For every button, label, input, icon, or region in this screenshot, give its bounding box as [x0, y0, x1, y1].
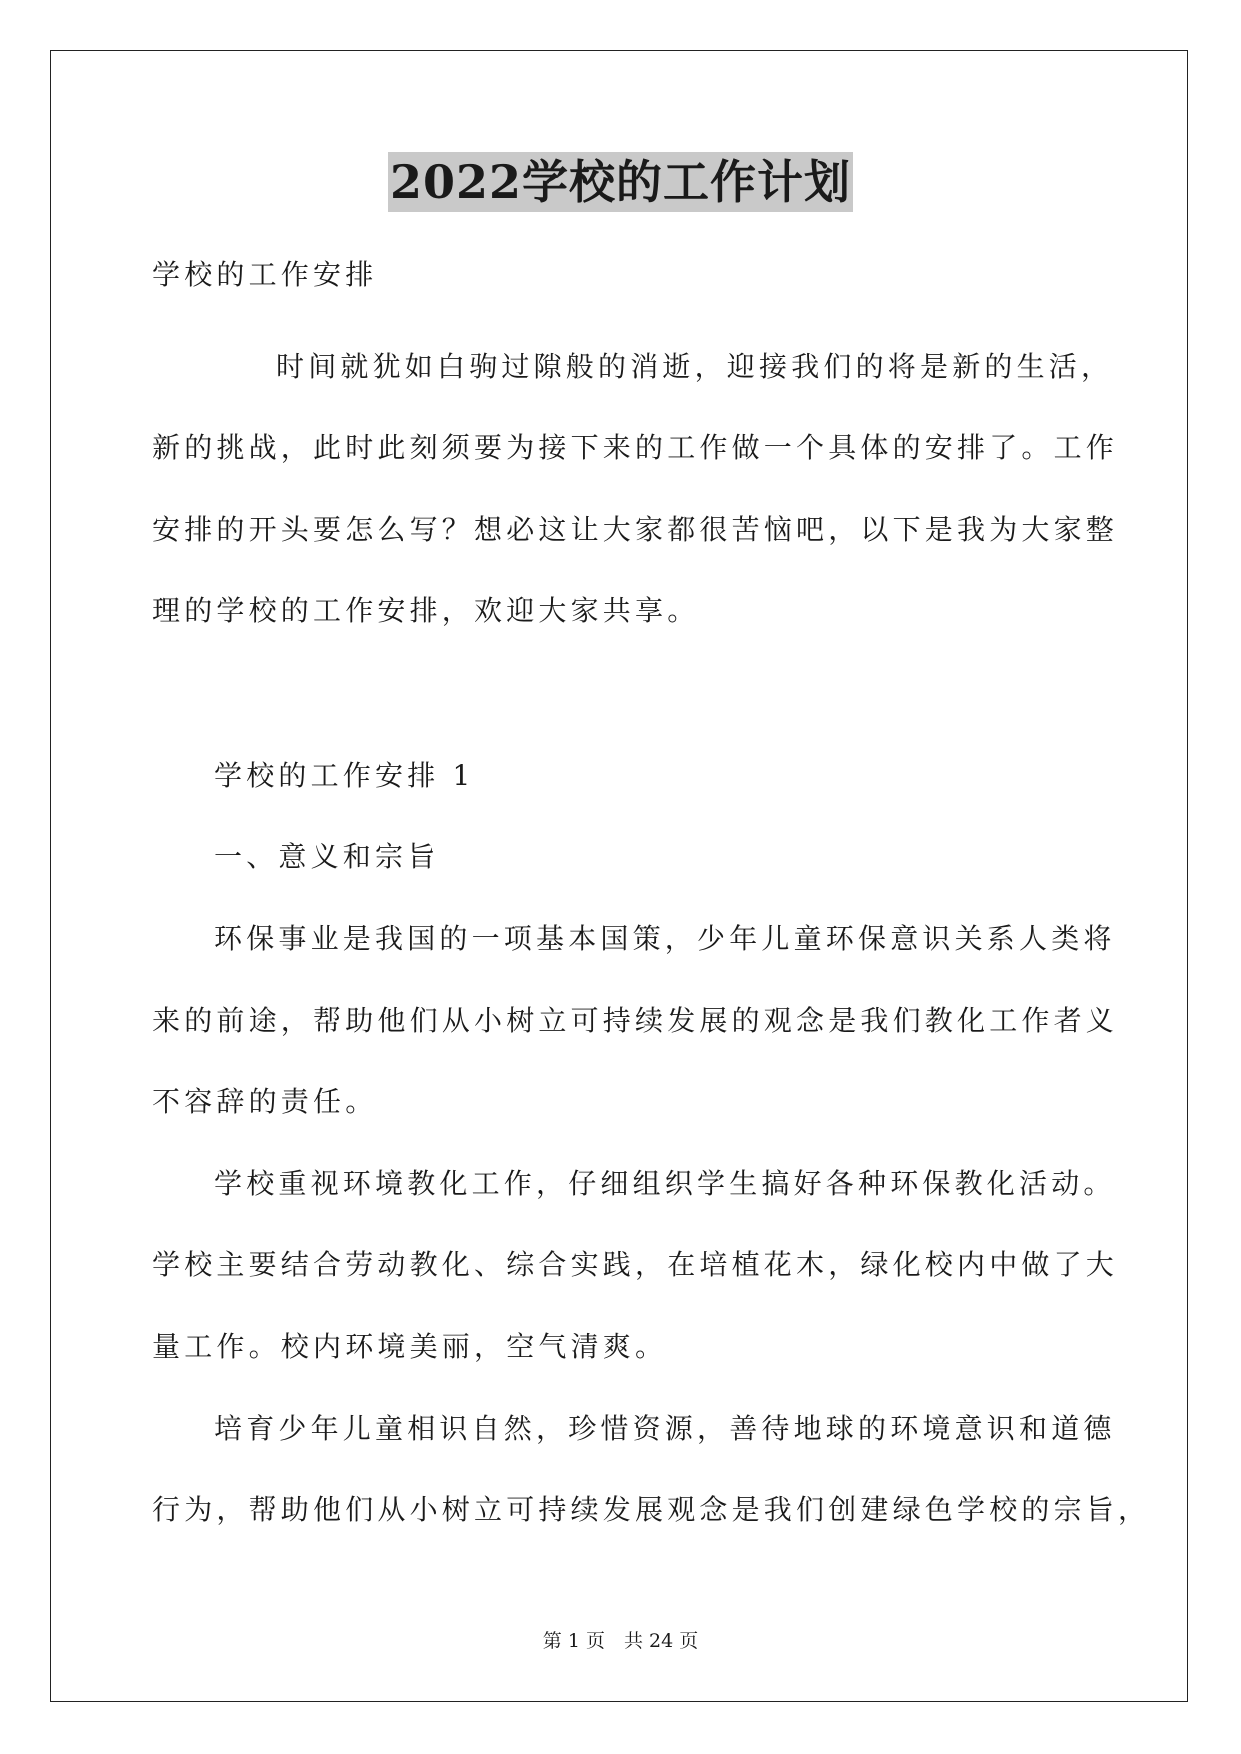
paragraph-line: 理的学校的工作安排，欢迎大家共享。	[152, 594, 700, 627]
paragraph-line: 安排的开头要怎么写？想必这让大家都很苦恼吧，以下是我为大家整	[152, 513, 1119, 546]
paragraph-line: 学校主要结合劳动教化、综合实践，在培植花木，绿化校内中做了大	[152, 1248, 1119, 1281]
subsection-heading: 一、意义和宗旨	[214, 840, 440, 873]
title-container	[0, 152, 1241, 212]
paragraph-line: 培育少年儿童相识自然，珍惜资源，善待地球的环境意识和道德	[214, 1412, 1116, 1445]
paragraph-line: 来的前途，帮助他们从小树立可持续发展的观念是我们教化工作者义	[152, 1004, 1119, 1037]
document-title: 2022学校的工作计划	[388, 152, 853, 212]
paragraph-line: 时间就犹如白驹过隙般的消逝，迎接我们的将是新的生活，	[276, 350, 1114, 383]
paragraph-line: 行为，帮助他们从小树立可持续发展观念是我们创建绿色学校的宗旨，	[152, 1493, 1151, 1526]
paragraph-line: 不容辞的责任。	[152, 1085, 378, 1118]
page-border	[50, 50, 1188, 1702]
paragraph-line: 新的挑战，此时此刻须要为接下来的工作做一个具体的安排了。工作	[152, 431, 1119, 464]
subsection-heading: 学校的工作安排 1	[214, 759, 475, 792]
paragraph-line: 量工作。校内环境美丽，空气清爽。	[152, 1330, 668, 1363]
paragraph-line: 环保事业是我国的一项基本国策，少年儿童环保意识关系人类将	[214, 922, 1116, 955]
page-number-footer: 第 1 页 共 24 页	[542, 1630, 699, 1652]
section-heading: 学校的工作安排	[152, 258, 378, 291]
paragraph-line: 学校重视环境教化工作，仔细组织学生搞好各种环保教化活动。	[214, 1167, 1116, 1200]
